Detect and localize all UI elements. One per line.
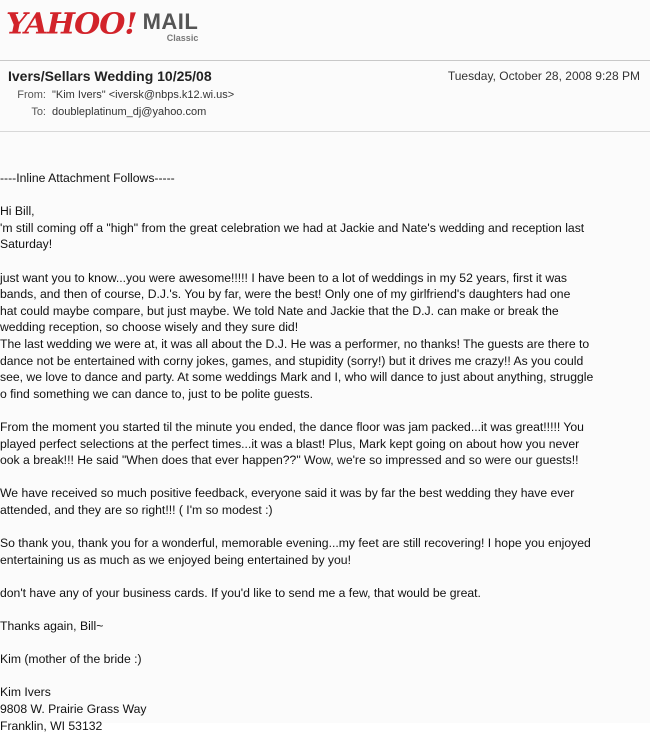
body-line	[0, 187, 648, 204]
logo-mail-text: MAIL	[142, 9, 199, 34]
to-value: doubleplatinum_dj@yahoo.com	[52, 106, 207, 118]
message-subject: Ivers/Sellars Wedding 10/25/08	[8, 68, 212, 84]
header-divider	[0, 60, 650, 61]
body-line: 9808 W. Prairie Grass Way	[0, 702, 147, 716]
body-line: o find something we can dance to, just to be polite guests.	[0, 386, 314, 401]
yahoo-mail-logo	[6, 7, 199, 50]
body-line: attended, and they are so right!!! ( I'm so modest :)	[0, 502, 273, 517]
logo-text: YAHOO!	[6, 7, 137, 42]
to-row	[8, 106, 206, 118]
body-line: Thanks again, Bill~	[0, 619, 104, 634]
logo-product	[143, 10, 199, 43]
to-label: To:	[31, 106, 46, 118]
body-line: played perfect selections at the perfect times...it was a blast! Plus, Mark kept going on about how you never	[0, 436, 580, 451]
body-line: entertaining us as much as we enjoyed being entertained by you!	[0, 552, 351, 567]
body-line: Kim Ivers	[0, 685, 51, 700]
body-line	[0, 402, 648, 419]
from-value: "Kim Ivers" <iversk@nbps.k12.wi.us>	[52, 89, 235, 101]
message-header	[0, 64, 650, 128]
message-date: Tuesday, October 28, 2008 9:28 PM	[447, 69, 640, 83]
body-line: ----Inline Attachment Follows-----	[0, 171, 175, 185]
body-line	[0, 635, 648, 652]
body-line: dance not be entertained with corny jokes, games, and stupidity (sorry!) but it drives me crazy!! As you could	[0, 353, 584, 368]
body-line: Hi Bill,	[0, 204, 35, 219]
body-line: Franklin, WI 53132	[0, 718, 103, 733]
body-line	[0, 568, 648, 585]
body-line: The last wedding we were at, it was all about the D.J. He was a performer, no thanks! The guests are there to	[0, 336, 590, 351]
header-bottom-divider	[0, 131, 650, 132]
body-line: don't have any of your business cards. If you'd like to send me a few, that would be great.	[0, 585, 481, 600]
body-line: Kim (mother of the bride :)	[0, 652, 142, 667]
body-line: bands, and then of course, D.J.'s. You by far, were the best! Only one of my girlfriend's daughters had one	[0, 287, 571, 302]
body-line: Saturday!	[0, 237, 53, 252]
body-line: wedding reception, so choose wisely and they sure did!	[0, 320, 299, 335]
logo-classic-text: Classic	[166, 33, 199, 43]
body-line	[0, 518, 648, 535]
body-line: see, we love to dance and party. At some weddings Mark and I, who will dance to just about anything, struggle	[0, 370, 594, 385]
body-line	[0, 253, 648, 270]
body-line	[0, 668, 648, 685]
body-line	[0, 469, 648, 486]
body-line: 'm still coming off a "high" from the great celebration we had at Jackie and Nate's wedding and reception last	[0, 220, 585, 235]
body-line: From the moment you started til the minute you ended, the dance floor was jam packed...it was great!!!!! You	[0, 419, 584, 434]
body-line: ook a break!!! He said "When does that ever happen??" Wow, we're so impressed and so were our guests!!	[0, 453, 579, 468]
body-line	[0, 601, 648, 618]
from-row	[8, 89, 234, 101]
from-label: From:	[17, 89, 46, 101]
body-line: We have received so much positive feedback, everyone said it was by far the best wedding they have ever	[0, 486, 575, 501]
message-body	[0, 170, 648, 734]
body-line: just want you to know...you were awesome!!!!! I have been to a lot of weddings in my 52 years, first it was	[0, 270, 567, 285]
body-line: So thank you, thank you for a wonderful, memorable evening...my feet are still recovering! I hope you enjoyed	[0, 536, 591, 551]
body-line: hat could maybe compare, but just maybe. We told Nate and Jackie that the D.J. can make or break the	[0, 303, 559, 318]
